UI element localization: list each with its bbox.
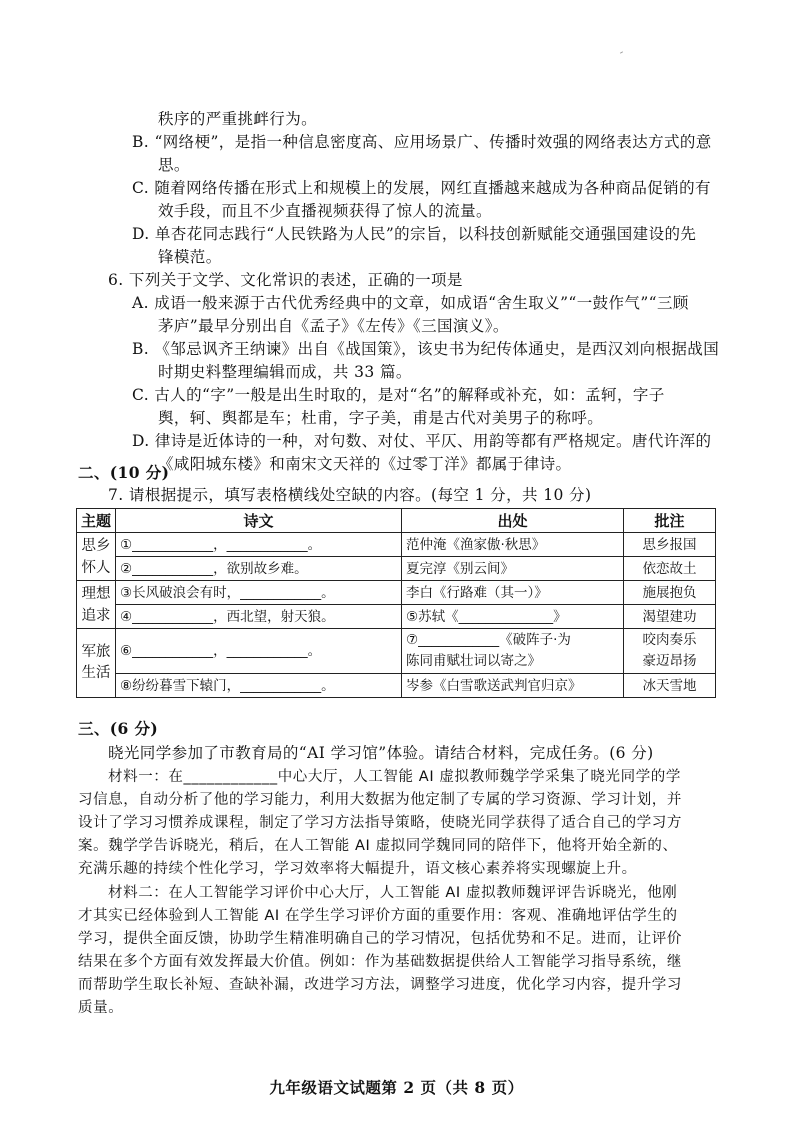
theme-military [77,629,116,698]
theme-homesick-label: 思乡 怀人 [81,537,111,576]
q6-stem: 6. 下列关于文学、文化常识的表述，正确的一项是 [108,271,463,289]
material2-line1: 材料二：在人工智能学习评价中心大厅，人工智能 AI 虚拟教师魏评评告诉晓光，他刚 [108,885,678,901]
header-theme: 主题 [77,509,116,533]
section3-heading: 三、(6 分) [78,719,159,738]
page-footer: 九年级语文试题第 2 页（共 8 页） [269,1078,524,1097]
theme-homesick [77,533,116,581]
q5-option-b: B. “网络梗”，是指一种信息密度高、应用场景广、传播时效强的网络表达方式的意 [132,133,712,151]
q6-option-a: A. 成语一般来源于古代优秀经典中的文章，如成语“舍生取义”“一鼓作气”“三顾 [132,294,689,312]
material2-line4: 结果在多个方面有效发挥最大价值。例如：作为基础数据提供给人工智能学习指导系统，继 [78,954,682,970]
source-7-text: ⑦____________《破阵子·为 陈同甫赋壮词以寄之》 [406,632,571,669]
source-2: 夏完淳《别云间》 [402,557,624,581]
poem-fill-table [76,508,716,698]
material1-line2: 习信息，自动分析了他的学习能力，利用大数据为他定制了专属的学习资源、学习计划，并 [78,792,682,808]
source-3: 李白《行路难（其一）》 [402,581,624,605]
source-1: 范仲淹《渔家傲·秋思》 [402,533,624,557]
table-header-row [77,509,716,533]
q6-option-b-cont: 时期史料整理编辑而成，共 33 篇。 [158,363,412,381]
q6-option-c: C. 古人的“字”一般是出生时取的，是对“名”的解释或补充，如：孟轲，字子 [132,386,665,404]
table-row [77,605,716,629]
q6-option-a-cont: 茅庐”最早分别出自《孟子》《左传》《三国演义》。 [158,317,509,335]
material2-line6: 质量。 [78,1000,124,1016]
q5-option-a-tail: 秩序的严重挑衅行为。 [158,110,318,128]
source-blank-7[interactable] [402,629,624,674]
theme-ideals [77,581,116,629]
scan-speck [620,51,623,53]
note-4: 渴望建功 [624,605,716,629]
q6-option-b: B. 《邹忌讽齐王纳谏》出自《战国策》，该史书为纪传体通史，是西汉刘向根据战国 [132,340,720,358]
q5-option-b-cont: 思。 [158,156,190,174]
material1-line4: 案。魏学学告诉晓光，稍后，在人工智能 AI 虚拟同学魏同同的陪伴下，他将开始全新的、 [78,838,678,854]
material2-line3: 学习，提供全面反馈，协助学生精准明确自己的学习情况，包括优势和不足。进而，让评价 [78,931,682,947]
q7-instruction: 7. 请根据提示，填写表格横线处空缺的内容。(每空 1 分，共 10 分) [108,486,592,504]
material2-line5: 而帮助学生取长补短、查缺补漏，改进学习方法，调整学习进度，优化学习内容，提升学习 [78,977,682,993]
table-row [77,557,716,581]
section2-heading: 二、(10 分) [78,463,170,482]
source-8: 岑参《白雪歌送武判官归京》 [402,674,624,698]
poem-blank-6[interactable]: ⑥____________，____________。 [116,629,402,674]
poem-blank-8[interactable]: ⑧纷纷暮雪下辕门，____________。 [116,674,402,698]
note-5 [624,629,716,674]
q6-option-d: D. 律诗是近体诗的一种，对句数、对仗、平仄、用韵等都有严格规定。唐代许浑的 [132,432,712,450]
note-5-text: 咬肉奏乐 豪迈昂扬 [642,632,697,669]
header-note: 批注 [624,509,716,533]
note-6: 冰天雪地 [624,674,716,698]
q5-option-d: D. 单杏花同志践行“人民铁路为人民”的宗旨，以科技创新赋能交通强国建设的先 [132,225,697,243]
q6-option-d-cont: 《咸阳城东楼》和南宋文天祥的《过零丁洋》都属于律诗。 [158,455,572,473]
note-1: 思乡报国 [624,533,716,557]
material1-line3: 设计了学习习惯养成课程，制定了学习方法指导策略，使晓光同学获得了适合自己的学习方 [78,815,682,831]
poem-blank-4[interactable]: ④____________，西北望，射天狼。 [116,605,402,629]
note-3: 施展抱负 [624,581,716,605]
source-blank-5[interactable]: ⑤苏轼《______________》 [402,605,624,629]
table-row [77,533,716,557]
q6-option-c-cont: 舆，轲、舆都是车；杜甫，字子美，甫是古代对美男子的称呼。 [158,409,604,427]
theme-military-label: 军旅 生活 [81,644,111,681]
header-poem: 诗文 [116,509,402,533]
table-row [77,674,716,698]
note-2: 依恋故土 [624,557,716,581]
q5-option-c-cont: 效手段，而且不少直播视频获得了惊人的流量。 [158,202,492,220]
section3-intro: 晓光同学参加了市教育局的“AI 学习馆”体验。请结合材料，完成任务。(6 分) [108,744,654,762]
q5-option-c: C. 随着网络传播在形式上和规模上的发展，网红直播越来越成为各种商品促销的有 [132,179,711,197]
poem-blank-2[interactable]: ②____________，欲别故乡难。 [116,557,402,581]
poem-blank-1[interactable]: ①____________，____________。 [116,533,402,557]
table-row [77,581,716,605]
poem-blank-3[interactable]: ③长风破浪会有时，____________。 [116,581,402,605]
header-source: 出处 [402,509,624,533]
theme-ideals-label: 理想 追求 [81,585,111,624]
material1-line5: 充满乐趣的持续个性化学习，学习效率将大幅提升，语文核心素养将实现螺旋上升。 [78,861,637,877]
q5-option-d-cont: 锋模范。 [158,248,222,266]
material1-line1: 材料一：在____________中心大厅，人工智能 AI 虚拟教师魏学学采集了晓光同学的学 [108,769,682,785]
material2-line2: 才其实已经体验到人工智能 AI 在学生学习评价方面的重要作用：客观、准确地评估学生的 [78,908,678,924]
table-row [77,629,716,674]
